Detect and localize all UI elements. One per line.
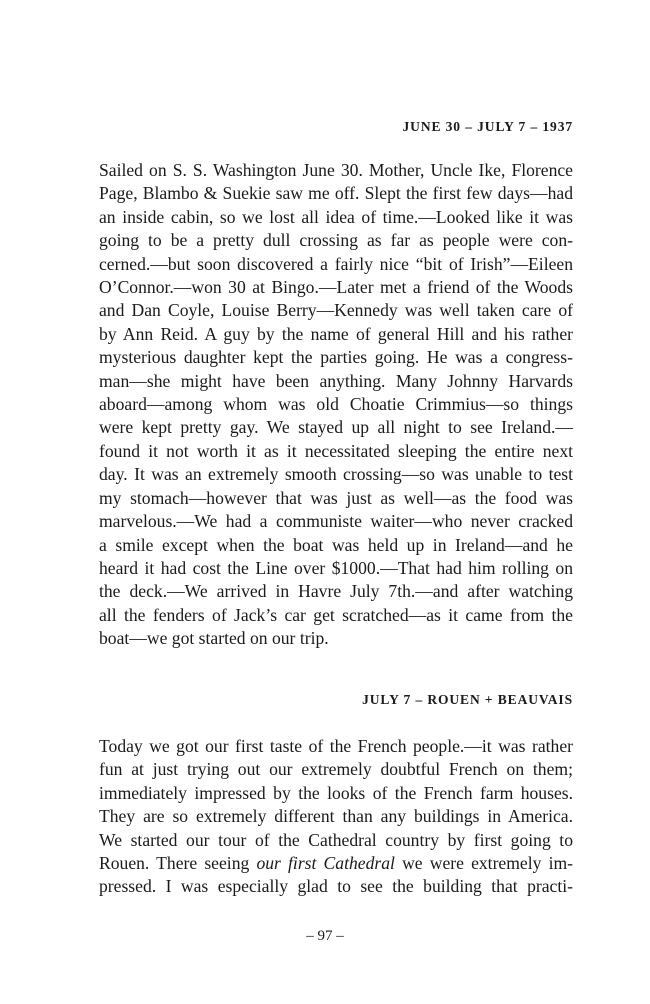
text-line: Today we got our first taste of the French people.—it was rather — [99, 736, 573, 756]
text-line: the deck.—We arrived in Havre July 7th.—and after watching — [99, 581, 573, 602]
entry-heading: JUNE 30 – JULY 7 – 1937 — [402, 119, 573, 134]
text-line: mysterious daughter kept the parties going. He was a congress- — [99, 347, 573, 368]
text-line: aboard—among whom was old Choatie Crimmius—so things — [99, 394, 573, 415]
text-line: boat—we got started on our trip. — [99, 628, 329, 649]
text-line: fun at just trying out our extremely doubtful French on them; — [99, 759, 573, 780]
text-run: we were extremely im- — [394, 853, 573, 874]
text-line: and Dan Coyle, Louise Berry—Kennedy was well taken care of — [99, 300, 573, 321]
text-line: They are so extremely different than any buildings in America. — [99, 806, 573, 827]
text-line-mixed — [99, 852, 573, 875]
text-line: pressed. I was especially glad to see the building that practi- — [99, 876, 573, 897]
entry-paragraph — [99, 735, 573, 899]
text-line: marvelous.—We had a communiste waiter—who never cracked — [99, 511, 573, 532]
text-line: my stomach—however that was just as well—as the food was — [99, 487, 573, 508]
entry-paragraph — [99, 159, 573, 651]
text-line: going to be a pretty dull crossing as far as people were con- — [99, 230, 573, 251]
text-line: O’Connor.—won 30 at Bingo.—Later met a friend of the Woods — [99, 277, 573, 298]
text-line: heard it had cost the Line over $1000.—That had him rolling on — [99, 557, 573, 578]
text-line: were kept pretty gay. We stayed up all night to see Ireland.— — [99, 417, 573, 438]
text-line: an inside cabin, so we lost all idea of time.—Looked like it was — [99, 206, 573, 227]
text-line: man—she might have been anything. Many Johnny Harvards — [99, 370, 573, 391]
italic-phrase: our first Cathedral — [256, 853, 395, 874]
text-line: all the fenders of Jack’s car get scratched—as it came from the — [99, 604, 573, 625]
entry-heading: JULY 7 – ROUEN + BEAUVAIS — [362, 692, 573, 707]
text-line: by Ann Reid. A guy by the name of general Hill and his rather — [99, 323, 573, 344]
text-line: day. It was an extremely smooth crossing—so was unable to test — [99, 464, 573, 485]
page-number: – 97 – — [306, 928, 344, 944]
text-line: We started our tour of the Cathedral country by first going to — [99, 829, 573, 850]
text-line: Page, Blambo & Suekie saw me off. Slept the first few days—had — [99, 183, 573, 204]
text-line: immediately impressed by the looks of the French farm houses. — [99, 782, 573, 803]
text-line: a smile except when the boat was held up in Ireland—and he — [99, 534, 573, 555]
text-line: Sailed on S. S. Washington June 30. Mother, Uncle Ike, Florence — [99, 160, 573, 180]
text-line: cerned.—but soon discovered a fairly nice “bit of Irish”—Eileen — [99, 253, 573, 274]
text-run: Rouen. There seeing — [99, 853, 257, 874]
text-line: found it not worth it as it necessitated sleeping the entire next — [99, 440, 573, 461]
